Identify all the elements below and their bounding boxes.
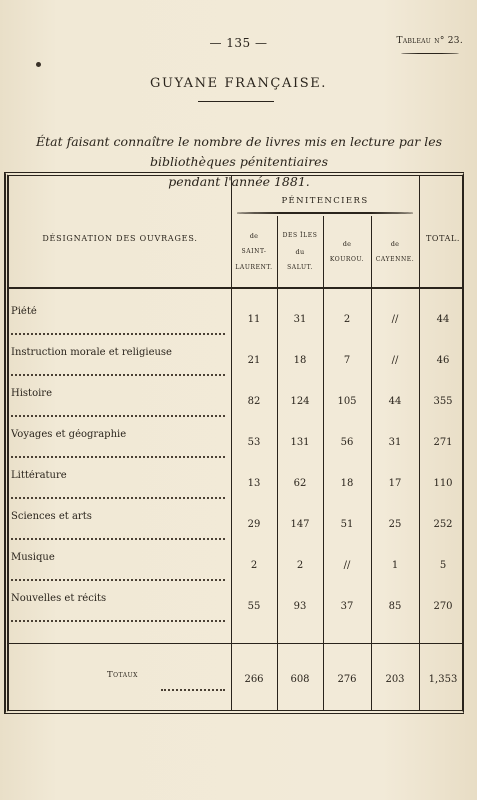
total-saint-laurent: 266 — [244, 674, 264, 685]
cell-kourou: 2 — [343, 314, 351, 325]
total-iles-du-salut: 608 — [290, 674, 310, 685]
cell-iles-du-salut: 124 — [290, 396, 310, 407]
sub-header-line: SAINT- — [241, 248, 267, 255]
ink-dot — [36, 62, 41, 67]
statistics-table — [4, 172, 464, 714]
cell-cayenne: 17 — [388, 478, 402, 489]
sub-header-saint-laurent — [231, 228, 277, 276]
cell-cayenne: // — [391, 355, 399, 366]
row-label: Piété — [11, 306, 229, 336]
cell-total: 355 — [433, 396, 453, 407]
cell-kourou: // — [343, 560, 351, 571]
sub-header-iles-du-salut — [277, 228, 323, 276]
cell-saint-laurent: 2 — [250, 560, 258, 571]
cell-iles-du-salut: 147 — [290, 519, 310, 530]
sub-header-line: CAYENNE. — [375, 256, 415, 263]
cell-kourou: 105 — [337, 396, 357, 407]
row-label: Musique — [11, 552, 229, 582]
cell-saint-laurent: 29 — [247, 519, 261, 530]
caption-line-2: pendant l'année 1881. — [168, 174, 310, 189]
row-label: Nouvelles et récits — [11, 593, 229, 623]
cell-cayenne: 44 — [388, 396, 402, 407]
group-header-rule — [237, 212, 413, 214]
cell-cayenne: 31 — [388, 437, 402, 448]
caption-line-1: État faisant connaître le nombre de livres mis en lecture par les bibliothèques pénitentiaires — [35, 134, 443, 169]
cell-cayenne: 85 — [388, 601, 402, 612]
table-row — [9, 505, 464, 545]
totals-rule — [9, 643, 462, 644]
total-header: TOTAL. — [425, 234, 461, 243]
totals-label: Totaux — [11, 666, 229, 692]
cell-kourou: 7 — [343, 355, 351, 366]
sub-header-line: SALUT. — [287, 264, 313, 271]
row-label: Histoire — [11, 388, 229, 418]
cell-total: 270 — [433, 601, 453, 612]
cell-iles-du-salut: 62 — [293, 478, 307, 489]
row-label: Voyages et géographie — [11, 429, 229, 459]
table-reference: Tableau n° 23. — [396, 36, 463, 46]
column-divider — [277, 216, 278, 710]
row-label: Littérature — [11, 470, 229, 500]
table-row — [9, 587, 464, 627]
page-heading: GUYANE FRANÇAISE. — [149, 76, 328, 91]
sub-header-cayenne — [371, 236, 419, 268]
table-row — [9, 382, 464, 422]
sub-header-line: de — [390, 240, 400, 248]
table-row — [9, 300, 464, 340]
sub-header-kourou — [323, 236, 371, 268]
cell-total: 44 — [436, 314, 450, 325]
cell-iles-du-salut: 131 — [290, 437, 310, 448]
cell-iles-du-salut: 18 — [293, 355, 307, 366]
page-number: — 135 — — [209, 36, 268, 50]
cell-saint-laurent: 11 — [247, 314, 261, 325]
total-cayenne: 203 — [385, 674, 405, 685]
sub-header-line: de — [342, 240, 352, 248]
cell-total: 46 — [436, 355, 450, 366]
cell-total: 110 — [433, 478, 453, 489]
column-divider — [323, 216, 324, 710]
table-reference-rule — [401, 53, 459, 54]
cell-iles-du-salut: 31 — [293, 314, 307, 325]
row-label: Sciences et arts — [11, 511, 229, 541]
group-header: PÉNITENCIERS — [281, 196, 369, 206]
cell-kourou: 56 — [340, 437, 354, 448]
cell-kourou: 37 — [340, 601, 354, 612]
table-row — [9, 546, 464, 586]
cell-cayenne: 1 — [391, 560, 399, 571]
column-divider — [371, 216, 372, 710]
heading-rule — [198, 101, 274, 102]
totals-row — [9, 660, 464, 700]
sub-header-line: LAURENT. — [235, 264, 273, 271]
sub-header-line: de — [249, 232, 259, 240]
cell-total: 271 — [433, 437, 453, 448]
cell-cayenne: 25 — [388, 519, 402, 530]
cell-kourou: 51 — [340, 519, 354, 530]
sub-header-line: du — [295, 248, 305, 256]
sub-header-line: KOUROU. — [329, 256, 365, 263]
table-row — [9, 464, 464, 504]
cell-kourou: 18 — [340, 478, 354, 489]
cell-total: 252 — [433, 519, 453, 530]
designation-header: DÉSIGNATION DES OUVRAGES. — [42, 234, 198, 243]
sub-header-line: DES ÎLES — [282, 232, 318, 239]
table-row — [9, 423, 464, 463]
total-kourou: 276 — [337, 674, 357, 685]
cell-saint-laurent: 55 — [247, 601, 261, 612]
cell-saint-laurent: 21 — [247, 355, 261, 366]
row-label: Instruction morale et religieuse — [11, 347, 229, 377]
table-row — [9, 341, 464, 381]
cell-cayenne: // — [391, 314, 399, 325]
header-rule — [9, 287, 462, 289]
cell-total: 5 — [439, 560, 447, 571]
cell-saint-laurent: 13 — [247, 478, 261, 489]
cell-iles-du-salut: 93 — [293, 601, 307, 612]
cell-iles-du-salut: 2 — [296, 560, 304, 571]
cell-saint-laurent: 53 — [247, 437, 261, 448]
cell-saint-laurent: 82 — [247, 396, 261, 407]
total-grand: 1,353 — [428, 674, 458, 685]
